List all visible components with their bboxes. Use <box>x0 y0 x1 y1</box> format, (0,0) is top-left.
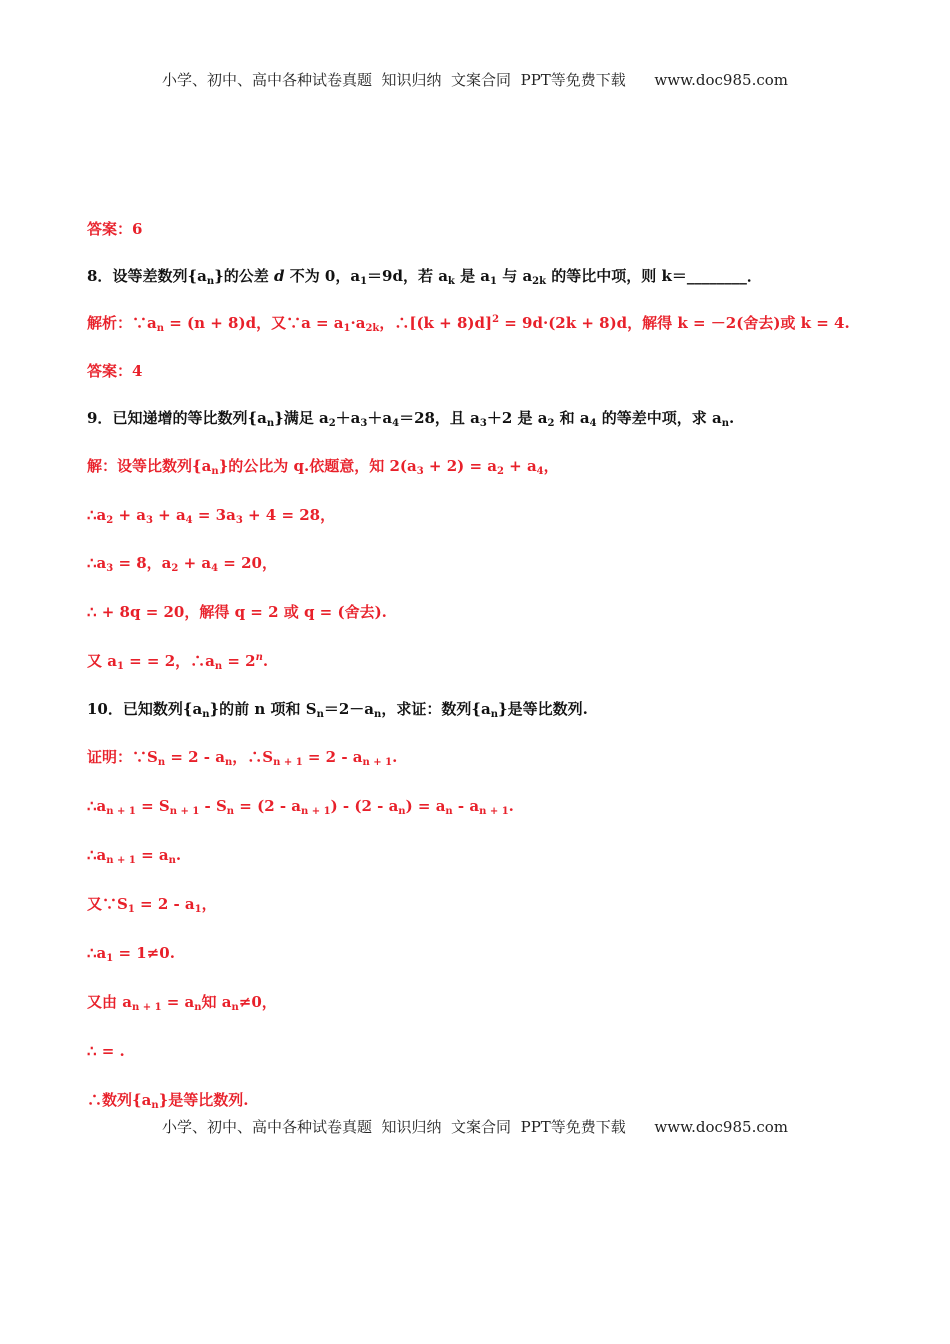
solution-9-line-3: $\therefore a_3 = 8$，$a_2 + a_4 = 20$， <box>87 554 277 574</box>
proof-10-line-5: $\therefore a_1 = 1\ne 0$. <box>87 944 175 964</box>
solution-9-line-4: ∴ + 8q = 20，解得 q = 2 或 q = (舍去). <box>87 603 387 621</box>
solution-9-line-5: 又 $a_1$ = = 2，$\therefore a_n = 2^n$. <box>87 652 269 672</box>
page-footer: 小学、初中、高中各种试卷真题 知识归纳 文案合同 PPT等免费下载 www.doc985.com <box>161 1118 788 1136</box>
proof-10-line-3: $\therefore a_{n + 1} = a_n$. <box>87 846 182 866</box>
question-number: 8． <box>87 267 113 285</box>
question-10: 10．已知数列$\{a_n\}$的前 n 项和 $S_n=2-a_n$，求证：数列$\{a_n\}$是等比数列. <box>87 700 588 720</box>
proof-10-line-2: $\therefore a_{n + 1} = S_{n + 1} - S_n = (2 - a_{n + 1}) - (2 - a_n) = a_n - a_{n + 1}$. <box>87 797 514 817</box>
answer-8: 答案：4 <box>87 362 143 380</box>
page-header: 小学、初中、高中各种试卷真题 知识归纳 文案合同 PPT等免费下载 www.doc985.com <box>161 71 788 89</box>
question-number: 9． <box>87 409 113 427</box>
question-9: 9．已知递增的等比数列$\{a_n\}$满足 $a_2+a_3+a_4=28$，且 $a_3+2$ 是 $a_2$ 和 $a_4$ 的等差中项，求 $a_n$. <box>87 409 735 429</box>
proof-10-line-8: ∴数列$\{a_n\}$是等比数列. <box>87 1091 249 1111</box>
question-8: 8．设等差数列$\{a_n\}$的公差 d 不为 0，$a_1=9d$，若 $a_k$ 是 $a_1$ 与 $a_{2k}$ 的等比中项，则 k＝________． <box>87 267 762 287</box>
solution-9-line-2: $\therefore a_2 + a_3 + a_4 = 3a_3 + 4 = 28$， <box>87 506 336 526</box>
proof-10-line-4: 又$\because S_1 = 2 - a_1$， <box>87 895 217 915</box>
proof-10-line-7: ∴ = . <box>87 1042 125 1060</box>
proof-10-line-6: 又由 $a_{n + 1} = a_n$知 $a_n\ne 0$， <box>87 993 277 1013</box>
answer-7: 答案：6 <box>87 220 143 238</box>
solution-9-line-1: 解：设等比数列$\{a_n\}$的公比为 q.依题意，知 $2(a_3 + 2) = a_2 + a_4$， <box>87 457 559 477</box>
analysis-8: 解析：$\because a_n = (n + 8)d$，又∵a = $a_1\cdot a_{2k}$，∴[(k + 8)d]$^2$ = 9d·(2k + 8)d，解得 k = －2(舍去)或 k = 4. <box>87 314 850 334</box>
proof-10-line-1: 证明：$\because S_n = 2 - a_n$，$\therefore S_{n + 1} = 2 - a_{n + 1}$. <box>87 748 398 768</box>
question-number: 10． <box>87 700 123 718</box>
